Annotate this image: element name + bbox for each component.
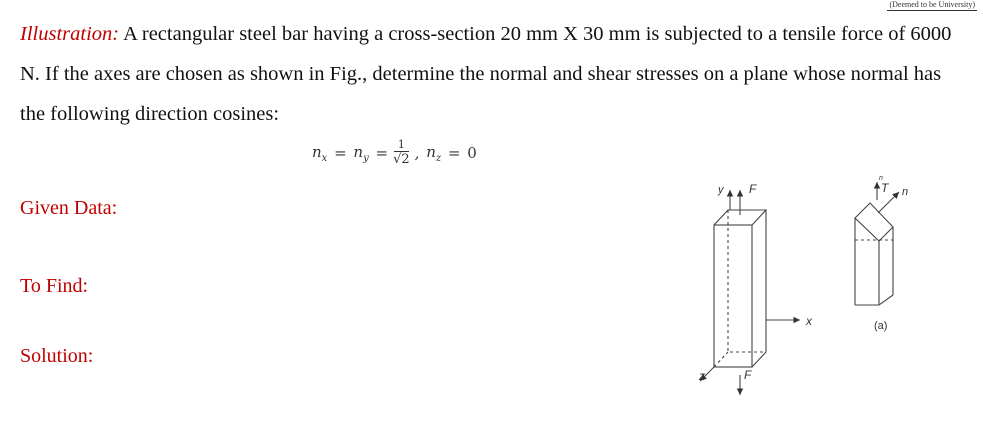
cut-prism	[855, 203, 893, 305]
traction-label: T	[881, 181, 889, 195]
force-bottom-label: F	[744, 368, 752, 382]
axis-z-label: z	[699, 369, 705, 383]
fraction-numerator: 1	[394, 138, 409, 152]
nz-value: 0	[467, 144, 477, 162]
ny-symbol: $n_y$	[353, 142, 369, 164]
normal-arrow	[878, 192, 899, 213]
nx-symbol: $n_x$	[312, 142, 328, 164]
force-top-label: F	[749, 182, 757, 196]
steel-bar	[714, 210, 766, 367]
solution-label: Solution:	[20, 345, 94, 367]
nz-symbol: $n_z$	[426, 142, 442, 164]
fraction-denominator: √2	[393, 152, 410, 167]
axis-y-label: y	[718, 184, 724, 196]
given-data-label: Given Data:	[20, 197, 118, 219]
figure-caption: (a)	[874, 320, 888, 332]
traction-superscript: n	[879, 175, 883, 182]
header-note: (Deemed to be University)	[889, 0, 975, 9]
illustration-text: A rectangular steel bar having a cross-section 20 mm X 30 mm is subjected to a tensile force of 6000 N. If the axes are chosen as shown in Fig., determine the normal and shear stresses on a plane whose normal has the following direction cosines:	[20, 23, 952, 125]
to-find-label: To Find:	[20, 275, 89, 297]
illustration-lead: Illustration:	[20, 23, 120, 45]
axis-x-label: x	[806, 314, 812, 328]
direction-cosines-formula: $n_x$ = $n_y$ = $\frac{1}{√2}$ , $n_z$ = 0	[312, 138, 477, 167]
normal-label: n	[902, 186, 909, 198]
